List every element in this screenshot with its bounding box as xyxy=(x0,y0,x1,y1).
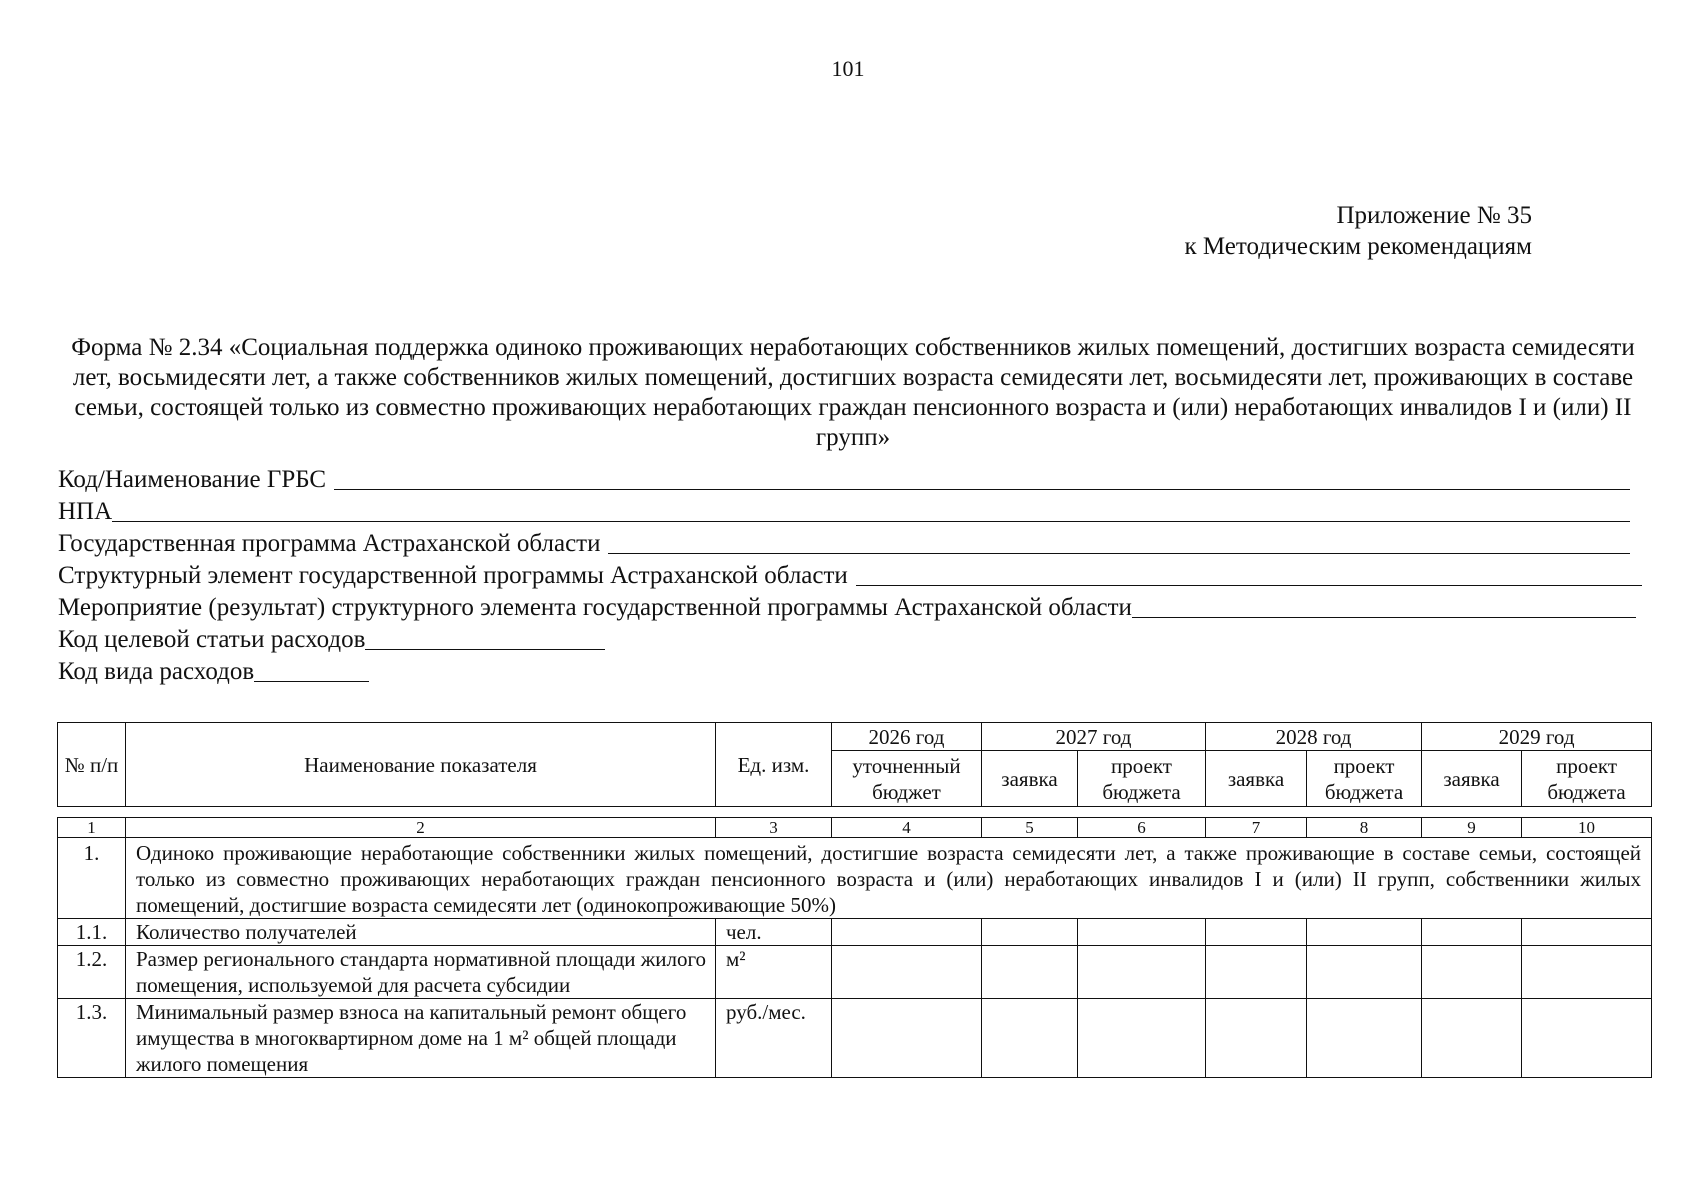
header-2027: 2027 год xyxy=(982,723,1206,751)
row-name: Размер регионального стандарта нормативной площади жилого помещения, используемой для расчета субсидии xyxy=(126,946,716,999)
value-cell[interactable] xyxy=(832,946,982,999)
header-2028: 2028 год xyxy=(1206,723,1422,751)
value-cell[interactable] xyxy=(982,946,1078,999)
npa-field xyxy=(58,494,1648,526)
header-2028-draft: проект бюджета xyxy=(1307,751,1422,807)
column-number: 2 xyxy=(126,818,716,838)
row-num: 1.2. xyxy=(58,946,126,999)
expense-type-field xyxy=(58,654,1648,686)
value-cell[interactable] xyxy=(1422,999,1522,1078)
value-cell[interactable] xyxy=(982,919,1078,946)
column-number: 3 xyxy=(716,818,832,838)
table-row xyxy=(58,919,1652,946)
grbs-field xyxy=(58,462,1648,494)
value-cell[interactable] xyxy=(1078,946,1206,999)
header-2029-request: заявка xyxy=(1422,751,1522,807)
row-unit: руб./мес. xyxy=(716,999,832,1078)
appendix-number: Приложение № 35 xyxy=(1336,202,1532,229)
header-unit: Ед. изм. xyxy=(716,723,832,807)
form-fields xyxy=(58,462,1648,686)
header-2029-draft: проект бюджета xyxy=(1522,751,1652,807)
target-article-label: Код целевой статьи расходов xyxy=(58,626,366,653)
header-2028-request: заявка xyxy=(1206,751,1307,807)
appendix-reference: к Методическим рекомендациям xyxy=(1184,233,1532,260)
target-article-field xyxy=(58,622,1648,654)
row-unit: м² xyxy=(716,946,832,999)
table-row xyxy=(58,946,1652,999)
indicator-table xyxy=(57,722,1652,1078)
header-num: № п/п xyxy=(58,723,126,807)
header-name: Наименование показателя xyxy=(126,723,716,807)
value-cell[interactable] xyxy=(1307,919,1422,946)
measure-label: Мероприятие (результат) структурного элемента государственной программы Астраханской области xyxy=(58,594,1132,621)
value-cell[interactable] xyxy=(1522,946,1652,999)
table-gap xyxy=(58,807,1652,818)
value-cell[interactable] xyxy=(1522,919,1652,946)
value-cell[interactable] xyxy=(1307,946,1422,999)
measure-blank[interactable] xyxy=(1132,595,1636,618)
section-row xyxy=(58,838,1652,919)
table-row xyxy=(58,999,1652,1078)
row-num: 1.3. xyxy=(58,999,126,1078)
column-number: 4 xyxy=(832,818,982,838)
value-cell[interactable] xyxy=(1078,999,1206,1078)
npa-label: НПА xyxy=(58,498,113,525)
value-cell[interactable] xyxy=(1078,919,1206,946)
structural-element-field xyxy=(58,558,1648,590)
section-text: Одиноко проживающие неработающие собственники жилых помещений, достигшие возраста семидесяти лет, а также проживающие в составе семьи, состоящей только из совместно проживающих неработающих граждан пенсионного возраста и (или) неработающих инвалидов I и (или) II групп, собственники жилых помещений, достигшие возраста семидесяти лет (одинокопроживающие 50%) xyxy=(126,838,1652,919)
indicator-table-wrap xyxy=(57,722,1651,1078)
value-cell[interactable] xyxy=(832,999,982,1078)
expense-type-label: Код вида расходов xyxy=(58,658,255,685)
row-unit: чел. xyxy=(716,919,832,946)
program-field xyxy=(58,526,1648,558)
column-number: 8 xyxy=(1307,818,1422,838)
page-number: 101 xyxy=(831,56,865,81)
column-number: 1 xyxy=(58,818,126,838)
column-number: 7 xyxy=(1206,818,1307,838)
program-label: Государственная программа Астраханской области xyxy=(58,530,601,557)
value-cell[interactable] xyxy=(1307,999,1422,1078)
appendix-header xyxy=(1184,200,1532,262)
program-blank[interactable] xyxy=(608,531,1630,554)
structural-element-blank[interactable] xyxy=(856,563,1642,586)
npa-blank[interactable] xyxy=(112,499,1630,522)
section-num: 1. xyxy=(58,838,126,919)
target-article-blank[interactable] xyxy=(365,627,605,650)
value-cell[interactable] xyxy=(1422,919,1522,946)
header-2026-refined: уточненный бюджет xyxy=(832,751,982,807)
grbs-blank[interactable] xyxy=(334,467,1630,490)
header-2026: 2026 год xyxy=(832,723,982,751)
column-number: 9 xyxy=(1422,818,1522,838)
expense-type-blank[interactable] xyxy=(254,659,369,682)
form-title: Форма № 2.34 «Социальная поддержка одиноко проживающих неработающих собственников жилых помещений, достигших возраста семидесяти лет, восьмидесяти лет, а также собственников жилых помещений, достигших возраста семидесяти лет, восьмидесяти лет, проживающих в составе семьи, состоящей только из совместно проживающих неработающих граждан пенсионного возраста и (или) неработающих инвалидов I и (или) II групп» xyxy=(71,334,1635,451)
value-cell[interactable] xyxy=(1522,999,1652,1078)
value-cell[interactable] xyxy=(832,919,982,946)
column-number: 10 xyxy=(1522,818,1652,838)
column-number-row xyxy=(58,818,1652,838)
value-cell[interactable] xyxy=(1206,919,1307,946)
value-cell[interactable] xyxy=(1422,946,1522,999)
column-number: 6 xyxy=(1078,818,1206,838)
value-cell[interactable] xyxy=(1206,946,1307,999)
value-cell[interactable] xyxy=(1206,999,1307,1078)
row-name: Минимальный размер взноса на капитальный ремонт общего имущества в многоквартирном доме на 1 м² общей площади жилого помещения xyxy=(126,999,716,1078)
header-row-1 xyxy=(58,723,1652,751)
column-number: 5 xyxy=(982,818,1078,838)
grbs-label: Код/Наименование ГРБС xyxy=(58,466,327,493)
header-2029: 2029 год xyxy=(1422,723,1652,751)
header-2027-request: заявка xyxy=(982,751,1078,807)
structural-element-label: Структурный элемент государственной программы Астраханской области xyxy=(58,562,848,589)
value-cell[interactable] xyxy=(982,999,1078,1078)
header-2027-draft: проект бюджета xyxy=(1078,751,1206,807)
measure-field xyxy=(58,590,1648,622)
row-name: Количество получателей xyxy=(126,919,716,946)
row-num: 1.1. xyxy=(58,919,126,946)
